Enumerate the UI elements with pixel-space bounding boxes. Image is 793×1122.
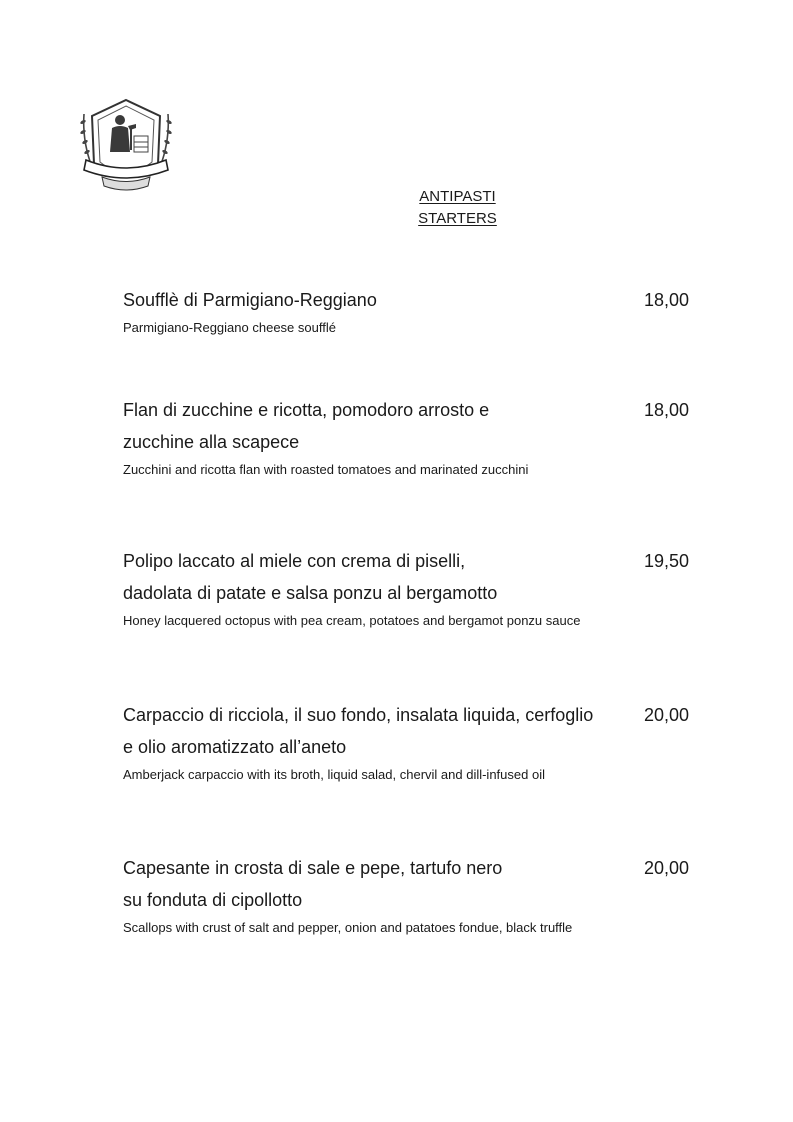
dish-name: Polipo laccato al miele con crema di piselli, — [123, 551, 466, 571]
menu-item — [123, 699, 689, 785]
menu-item — [123, 394, 689, 480]
menu-item — [123, 545, 689, 631]
menu-item — [123, 852, 689, 938]
menu-section-heading — [0, 186, 793, 230]
dish-name: Capesante in crosta di sale e pepe, tartufo nero — [123, 858, 503, 878]
dish-price: 18,00 — [643, 290, 689, 310]
section-title-italian: ANTIPASTI — [419, 188, 496, 205]
dish-price: 20,00 — [643, 858, 689, 878]
dish-description: Honey lacquered octopus with pea cream, potatoes and bergamot ponzu sauce — [123, 613, 581, 628]
dish-price: 18,00 — [643, 400, 689, 420]
dish-name-continued: zucchine alla scapece — [123, 432, 300, 452]
section-title-english: STARTERS — [418, 210, 497, 227]
dish-name-continued: dadolata di patate e salsa ponzu al bergamotto — [123, 583, 498, 603]
dish-price: 19,50 — [643, 551, 689, 571]
dish-name: Carpaccio di ricciola, il suo fondo, insalata liquida, cerfoglio — [123, 705, 594, 725]
dish-description: Parmigiano-Reggiano cheese soufflé — [123, 320, 336, 335]
dish-price: 20,00 — [643, 705, 689, 725]
dish-name: Soufflè di Parmigiano-Reggiano — [123, 290, 377, 310]
dish-description: Amberjack carpaccio with its broth, liquid salad, chervil and dill-infused oil — [123, 767, 545, 782]
dish-name: Flan di zucchine e ricotta, pomodoro arrosto e — [123, 400, 490, 420]
dish-description: Scallops with crust of salt and pepper, onion and patatoes fondue, black truffle — [123, 920, 573, 935]
dish-description: Zucchini and ricotta flan with roasted tomatoes and marinated zucchini — [123, 462, 529, 477]
menu-item — [123, 284, 689, 338]
dish-name-continued: e olio aromatizzato all’aneto — [123, 737, 347, 757]
dish-name-continued: su fonduta di cipollotto — [123, 890, 303, 910]
